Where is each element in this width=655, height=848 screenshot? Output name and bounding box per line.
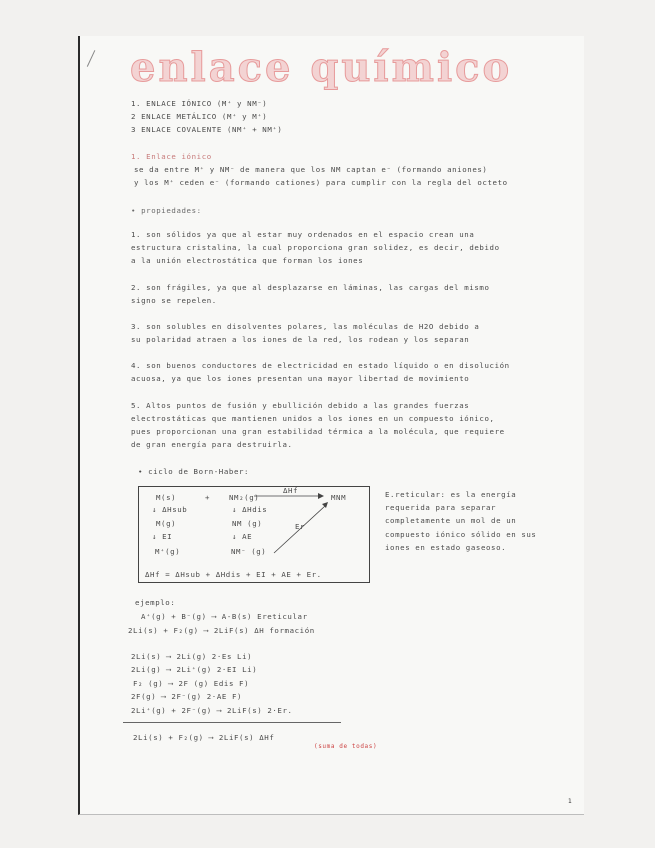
example-line: 2Li(s) + F₂(g) ⟶ 2LiF(s) ΔH formación (128, 626, 315, 635)
diagram-cell: M⁺(g) (155, 547, 181, 556)
diagram-cell: ↓ ΔHdis (232, 505, 268, 514)
example-step: F₂ (g) ⟶ 2F (g) Edis F) (133, 679, 250, 688)
note-line: iones en estado gaseoso. (385, 543, 507, 552)
diagram-cell: + (205, 493, 211, 502)
note-line: requerida para separar (385, 503, 497, 512)
note-line: E.reticular: es la energía (385, 490, 517, 499)
paragraph-line: electrostáticas que mantienen unidos a los iones en un compuesto iónico, (131, 414, 495, 423)
paragraph-line: pues proporcionan una gran estabilidad térmica a la molécula, que requiere (131, 427, 505, 436)
paragraph-line: 3. son solubles en disolventes polares, las moléculas de H2O debido a (131, 322, 480, 331)
diagram-cell: M(g) (156, 519, 177, 528)
diagram-cell: ↓ ΔHsub (152, 505, 188, 514)
list-item: 3 ENLACE COVALENTE (NM⁺ + NM⁺) (131, 125, 283, 134)
note-line: compuesto iónico sólido en sus (385, 530, 537, 539)
page-title: enlace químico (130, 44, 513, 91)
final-note: (suma de todas) (314, 743, 378, 750)
paragraph-line: signo se repelen. (131, 296, 217, 305)
diagram-cell: NM⁻ (g) (231, 547, 267, 556)
paragraph-line: 4. son buenos conductores de electricidad en estado líquido o en disolución (131, 361, 510, 370)
diagram-cell: ↓ AE (232, 532, 253, 541)
diagram-cell: NM₂(g) (229, 493, 260, 502)
page-number: 1 (568, 798, 572, 805)
list-item: 2 ENLACE METÁLICO (M⁺ y M⁺) (131, 112, 268, 121)
paragraph-line: 5. Altos puntos de fusión y ebullición debido a las grandes fuerzas (131, 401, 470, 410)
diagram-cell: Er (295, 522, 306, 531)
note-line: completamente un mol de un (385, 516, 517, 525)
diagram-cell: NM (g) (232, 519, 263, 528)
diagram-cell: MNM (331, 493, 347, 502)
paragraph-line: 1. son sólidos ya que al estar muy ordenados en el espacio crean una (131, 230, 475, 239)
section-heading: 1. Enlace iónico (131, 152, 212, 161)
example-line: A⁺(g) + B⁻(g) ⟶ A-B(s) Ereticular (141, 612, 308, 621)
list-item: 1. ENLACE IÓNICO (M⁺ y NM⁻) (131, 99, 268, 108)
example-step: 2Li(g) ⟶ 2Li⁺(g) 2·EI Li) (131, 665, 258, 674)
paragraph-line: se da entre M⁺ y NM⁻ de manera que los NM captan e⁻ (formando aniones) (134, 165, 488, 174)
paragraph-line: estructura cristalina, la cual proporciona gran solidez, es decir, debido (131, 243, 500, 252)
paragraph-line: su polaridad atraen a los iones de la red, los rodean y los separan (131, 335, 470, 344)
paragraph-line: 2. son frágiles, ya que al desplazarse en láminas, las cargas del mismo (131, 283, 490, 292)
example-step: 2Li⁺(g) + 2F⁻(g) ⟶ 2LiF(s) 2·Er. (131, 706, 293, 715)
example-step: 2F(g) ⟶ 2F⁻(g) 2·AE F) (131, 692, 243, 701)
paragraph-line: a la unión electrostática que forman los iones (131, 256, 364, 265)
paragraph-line: acuosa, ya que los iones presentan una mayor libertad de movimiento (131, 374, 470, 383)
paragraph-line: de gran energía para destruirla. (131, 440, 293, 449)
subheading: • propiedades: (131, 206, 202, 215)
sum-line (123, 722, 341, 723)
final-equation: 2Li(s) + F₂(g) ⟶ 2LiF(s) ΔHf (133, 733, 275, 742)
born-haber-equation: ΔHf = ΔHsub + ΔHdis + EI + AE + Er. (145, 570, 322, 579)
paragraph-line: y los M⁺ ceden e⁻ (formando cationes) para cumplir con la regla del octeto (134, 178, 508, 187)
diagram-cell: ΔHf (283, 486, 299, 495)
born-haber-label: • ciclo de Born-Haber: (138, 467, 250, 476)
example-step: 2Li(s) ⟶ 2Li(g) 2·Es Li) (131, 652, 253, 661)
example-label: ejemplo: (135, 598, 176, 607)
diagram-cell: ↓ EI (152, 532, 173, 541)
diagram-cell: M(s) (156, 493, 177, 502)
